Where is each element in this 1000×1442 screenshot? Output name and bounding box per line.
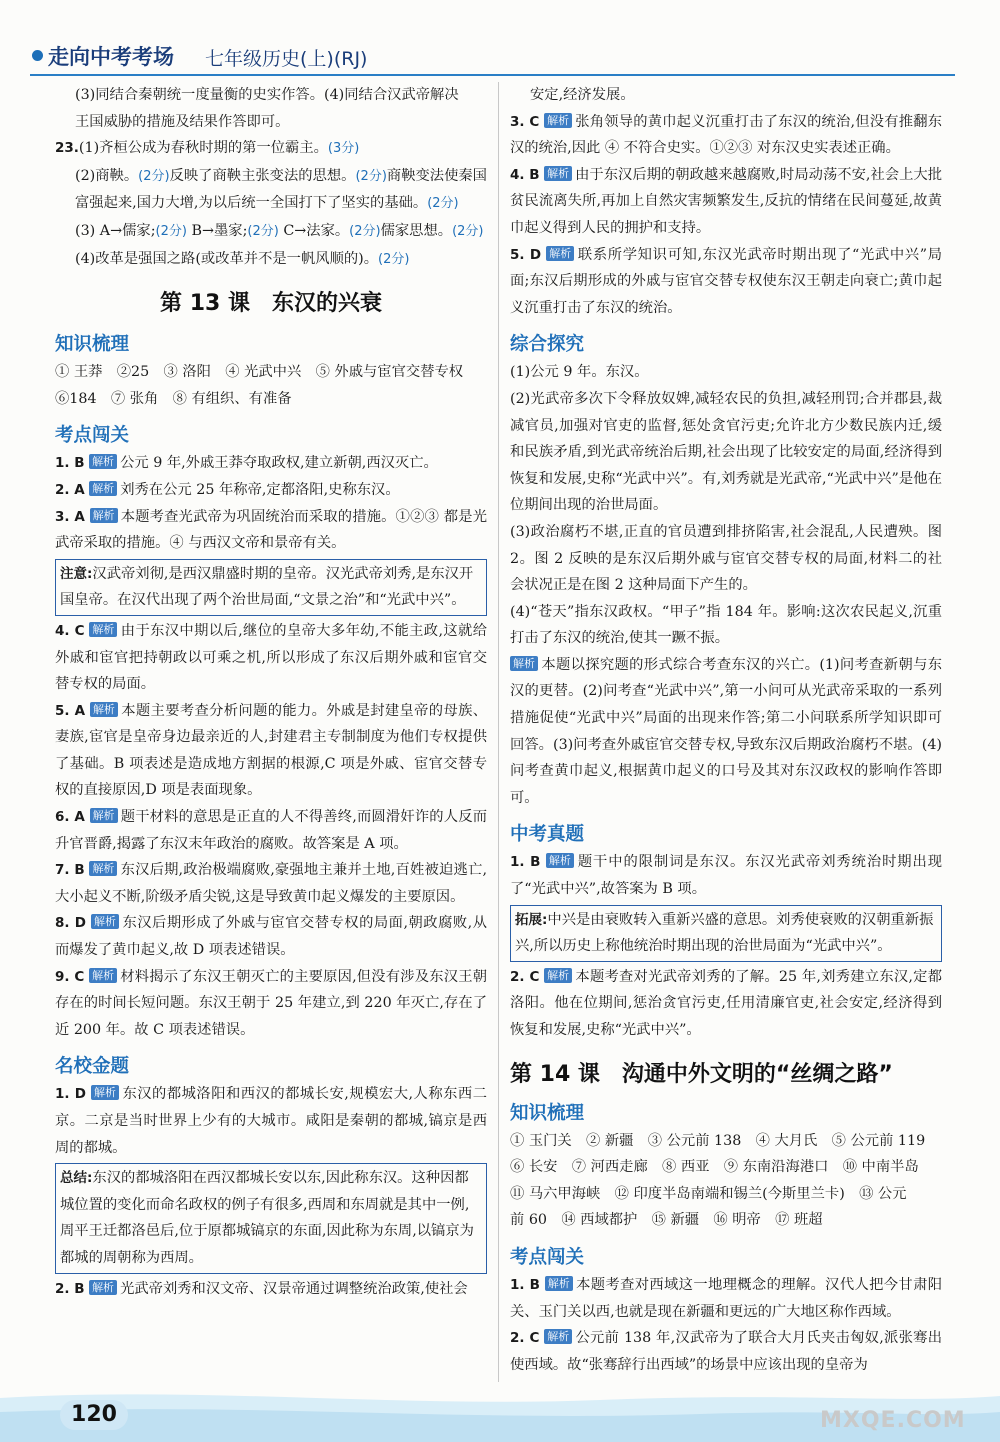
- knowledge-line: ① 王莽 ②25 ③ 洛阳 ④ 光武中兴 ⑤ 外戚与宦官交替专权: [55, 364, 464, 381]
- answer-item: 1. B 解析 本题考查对西域这一地理概念的理解。汉代人把今甘肃阳关、玉门关以西,也就是现在新疆和更远的广大地区称作西域。: [510, 1276, 943, 1320]
- answer-item: 1. B 解析 公元 9 年,外戚王莽夺取政权,建立新朝,西汉灭亡。: [55, 455, 438, 472]
- section-kaodian: 考点闯关: [55, 425, 130, 447]
- section-knowledge: 知识梳理: [55, 334, 130, 356]
- explore-answer: (4)“苍天”指东汉政权。“甲子”指 184 年。影响:这次农民起义,沉重打击了东汉的统治,使其一蹶不振。: [510, 603, 942, 647]
- page-header: [0, 0, 1000, 82]
- knowledge-line: ⑪ 马六甲海峡 ⑫ 印度半岛南端和锡兰(今斯里兰卡) ⑬ 公元: [510, 1185, 907, 1202]
- q23-line: (4)改革是强国之路(或改革并不是一帆风顺的)。(2分): [75, 250, 410, 267]
- q23-line: (3) A→儒家;(2分) B→墨家;(2分) C→法家。(2分)儒家思想。(2分): [75, 222, 484, 239]
- answer-item: 5. D 解析 联系所学知识可知,东汉光武帝时期出现了“光武中兴”局面;东汉后期形成的外戚与宦官交替专权使东汉王朝走向衰亡;黄巾起义沉重打击了东汉的统治。: [510, 246, 942, 316]
- answer-item: 2. B 解析 光武帝刘秀和汉文帝、汉景帝通过调整统治政策,使社会: [55, 1280, 468, 1297]
- knowledge-line: 前 60 ⑭ 西域都护 ⑮ 新疆 ⑯ 明帝 ⑰ 班超: [510, 1212, 823, 1229]
- page-number: 120: [60, 1400, 128, 1430]
- note-box: 注意:汉武帝刘彻,是西汉鼎盛时期的皇帝。汉光武帝刘秀,是东汉开国皇帝。在汉代出现了两个治世局面,“文景之治”和“光武中兴”。: [55, 559, 487, 616]
- answer-item: 5. A 解析 本题主要考查分析问题的能力。外戚是封建皇帝的母族、妻族,宦官是皇帝身边最亲近的人,封建君主专制制度为他们专权提供了基础。B 项表述是造成地方割据的根源,C 项是外戚、宦官交替专权的直接原因,D 项是表面现象。: [55, 702, 488, 799]
- extension-box: 拓展:中兴是由衰败转入重新兴盛的意思。刘秀使衰败的汉朝重新振兴,所以历史上称他统治时期出现的治世局面为“光武中兴”。: [510, 905, 942, 962]
- book-subtitle: 七年级历史(上)(RJ): [205, 48, 368, 70]
- knowledge-line: ① 玉门关 ② 新疆 ③ 公元前 138 ④ 大月氏 ⑤ 公元前 119: [510, 1132, 926, 1149]
- column-divider: [498, 82, 499, 1382]
- intro-line: 王国威胁的措施及结果作答即可。: [75, 113, 290, 130]
- header-rule: [30, 74, 955, 76]
- answer-item: 7. B 解析 东汉后期,政治极端腐败,豪强地主兼并土地,百姓被迫逃亡,大小起义不断,阶级矛盾尖锐,这是导致黄巾起义爆发的主要原因。: [55, 862, 487, 905]
- answer-item: 4. B 解析 由于东汉后期的朝政越来越腐败,时局动荡不安,社会上大批贫民流离失所,再加上自然灾害频繁发生,反抗的情绪在民间蔓延,故黄巾起义得到人民的拥护和支持。: [510, 166, 942, 236]
- answer-item: 8. D 解析 东汉后期形成了外戚与宦官交替专权的局面,朝政腐败,从而爆发了黄巾起义,故 D 项表述错误。: [55, 915, 487, 959]
- bullet-dot-icon: [32, 50, 43, 61]
- knowledge-line: ⑥ 长安 ⑦ 河西走廊 ⑧ 西亚 ⑨ 东南沿海港口 ⑩ 中南半岛: [510, 1159, 919, 1176]
- section-knowledge: 知识梳理: [510, 1102, 585, 1124]
- right-column: [510, 82, 942, 1378]
- answer-item: 1. B 解析 题干中的限制词是东汉。东汉光武帝刘秀统治时期出现了“光武中兴”,故答案为 B 项。: [510, 854, 943, 898]
- answer-item: 2. C 解析 本题考查对光武帝刘秀的了解。25 年,刘秀建立东汉,定都洛阳。他在位期间,惩治贪官污吏,任用清廉官吏,社会安定,经济得到恢复和发展,史称“光武中兴”。: [510, 968, 943, 1038]
- book-series-title: 走向中考考场: [48, 45, 174, 69]
- left-column: [55, 82, 487, 1302]
- answer-item: 2. C 解析 公元前 138 年,汉武帝为了联合大月氏夹击匈奴,派张骞出使西域。故“张骞辞行出西域”的场景中应该出现的皇帝为: [510, 1330, 942, 1373]
- section-kaodian: 考点闯关: [510, 1246, 585, 1268]
- explore-analysis: 解析 本题以探究题的形式综合考查东汉的兴亡。(1)问考查新朝与东汉的更替。(2)问考查“光武中兴”,第一小问可从光武帝采取的一系列措施促使“光武中兴”局面的出现来作答;第二小问联系所学知识即可回答。(3)问考查外戚宦官交替专权,导致东汉后期政治腐朽不堪。(4)问考查黄巾起义,根据黄巾起义的口号及其对东汉政权的影响作答即可。: [510, 656, 942, 806]
- explore-answer: (1)公元 9 年。东汉。: [510, 364, 649, 381]
- answer-item: 3. C 解析 张角领导的黄巾起义沉重打击了东汉的统治,但没有推翻东汉的统治,因此 ④ 不符合史实。①②③ 对东汉史实表述正确。: [510, 113, 943, 157]
- summary-box: 总结:东汉的都城洛阳在西汉都城长安以东,因此称东汉。这种因都城位置的变化而命名政权的例子有很多,西周和东周就是其中一例,周平王迁都洛邑后,位于原都城镐京的东面,因此称为东周,以镐京为都城的周朝称为西周。: [55, 1163, 487, 1273]
- lesson-14-title: 第 14 课 沟通中外文明的“丝绸之路”: [510, 1061, 893, 1087]
- watermark: MXQE.COM: [820, 1408, 966, 1433]
- explore-answer: (2)光武帝多次下令释放奴婢,减轻农民的负担,减轻刑罚;合并郡县,裁减官员,加强对官吏的监督,惩处贪官污吏;允许北方少数民族内迁,缓和民族矛盾,到光武帝统治后期,社会出现了比较安定的局面,经济得到恢复和发展,史称“光武中兴”。有,刘秀就是光武帝,“光武中兴”是他在位期间出现的治世局面。: [510, 390, 942, 514]
- q23-line: 23.(1)齐桓公成为春秋时期的第一位霸主。(3分): [55, 140, 360, 157]
- intro-line: (3)同结合秦朝统一度量衡的史实作答。(4)同结合汉武帝解决: [75, 87, 459, 103]
- lesson-13-title: 第 13 课 东汉的兴衰: [160, 291, 382, 317]
- answer-item: 4. C 解析 由于东汉中期以后,继位的皇帝大多年幼,不能主政,这就给外戚和宦官把持朝政以可乘之机,所以形成了东汉后期外戚和宦官交替专权的局面。: [55, 622, 487, 693]
- continued-line: 安定,经济发展。: [530, 87, 635, 103]
- answer-item: 1. D 解析 东汉的都城洛阳和西汉的都城长安,规模宏大,人称东西二京。二京是当时世界上少有的大城市。咸阳是秦朝的都城,镐京是西周的都城。: [55, 1086, 487, 1156]
- answer-item: 6. A 解析 题干材料的意思是正直的人不得善终,而圆滑奸诈的人反而升官晋爵,揭露了东汉末年政治的腐败。故答案是 A 项。: [55, 809, 487, 852]
- section-zonghe: 综合探究: [510, 334, 585, 356]
- section-zhenti: 中考真题: [510, 824, 585, 846]
- answer-item: 3. A 解析 本题考查光武帝为巩固统治而采取的措施。①②③ 都是光武帝采取的措施。④ 与西汉文帝和景帝有关。: [55, 508, 487, 552]
- knowledge-line: ⑥184 ⑦ 张角 ⑧ 有组织、有准备: [55, 390, 292, 407]
- answer-item: 9. C 解析 材料揭示了东汉王朝灭亡的主要原因,但没有涉及东汉王朝存在的时间长短问题。东汉王朝于 25 年建立,到 220 年灭亡,存在了近 200 年。故 C 项表述错误。: [55, 968, 488, 1038]
- explore-answer: (3)政治腐朽不堪,正直的官员遭到排挤陷害,社会混乱,人民遭殃。图 2。图 2 反映的是东汉后期外戚与宦官交替专权的局面,材料二的社会状况正是在图 2 这种局面下产生的。: [510, 523, 942, 594]
- section-mingxiao: 名校金题: [55, 1056, 130, 1078]
- q23-line: (2)商鞅。(2分)反映了商鞅主张变法的思想。(2分)商鞅变法使秦国富强起来,国力大增,为以后统一全国打下了坚实的基础。(2分): [75, 167, 487, 212]
- answer-item: 2. A 解析 刘秀在公元 25 年称帝,定都洛阳,史称东汉。: [55, 481, 400, 498]
